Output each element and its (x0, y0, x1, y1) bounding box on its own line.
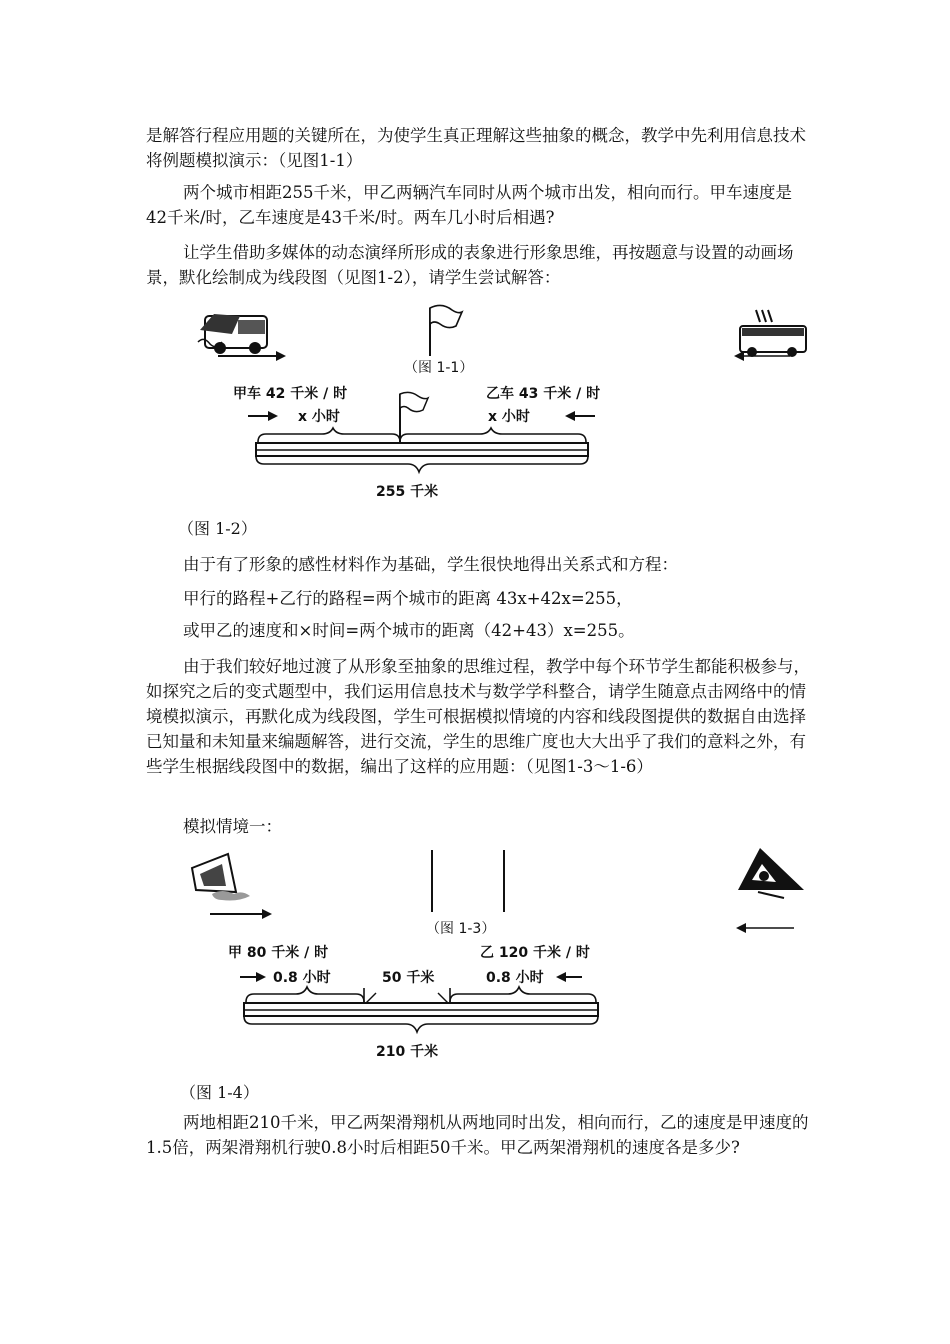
label-time-b: 0.8 小时 (486, 970, 544, 986)
bus-right-icon (734, 310, 806, 361)
paragraph-equation-1: 甲行的路程+乙行的路程=两个城市的距离 43x+42x=255， (183, 589, 633, 608)
paragraph-result: 由于有了形象的感性材料作为基础，学生很快地得出关系式和方程： (183, 555, 678, 574)
label-time-left: x 小时 (298, 409, 340, 425)
figure-caption-1-3: （图 1-3） (426, 921, 496, 937)
paragraph-scenario-title: 模拟情境一： (183, 817, 282, 836)
label-total-distance-2: 210 千米 (376, 1044, 439, 1060)
car-left-icon (198, 314, 286, 361)
flag-icon (430, 305, 462, 356)
label-car-a-speed: 甲车 42 千米 / 时 (233, 386, 348, 402)
paragraph-problem-1: 两个城市相距255千米，甲乙两辆汽车同时从两个城市出发，相向而行。甲车速度是42千米/时，乙车速度是43千米/时。两车几小时后相遇? (146, 183, 792, 227)
figure-caption-1-4: （图 1-4） (180, 1083, 259, 1102)
glider-left-icon (192, 854, 272, 919)
paragraph-equation-2: 或甲乙的速度和×时间=两个城市的距离（42+43）x=255。 (183, 621, 635, 640)
paragraph-method: 让学生借助多媒体的动态演绎所形成的表象进行形象思维，再按题意与设置的动画场景，默化绘制成为线段图（见图1-2），请学生尝试解答： (146, 243, 794, 287)
paragraph-intro: 是解答行程应用题的关键所在，为使学生真正理解这些抽象的概念，教学中先利用信息技术将例题模拟演示：（见图1-1） (146, 126, 806, 170)
label-car-b-speed: 乙车 43 千米 / 时 (486, 386, 601, 402)
label-time-a: 0.8 小时 (273, 970, 331, 986)
label-gap-distance: 50 千米 (382, 970, 435, 986)
label-glider-b-speed: 乙 120 千米 / 时 (480, 945, 590, 961)
figure-1-3-and-1-4 (0, 840, 950, 1075)
figure-caption-1-1: （图 1-1） (404, 360, 474, 376)
label-total-distance: 255 千米 (376, 484, 439, 500)
glider-right-icon (736, 848, 804, 933)
label-glider-a-speed: 甲 80 千米 / 时 (228, 945, 329, 961)
figure-caption-1-2: （图 1-2） (178, 519, 257, 538)
paragraph-discussion: 由于我们较好地过渡了从形象至抽象的思维过程，教学中每个环节学生都能积极参与，如探究之后的变式题型中，我们运用信息技术与数学学科整合，请学生随意点击网络中的情境模拟演示，再默化成为线段图，学生可根据模拟情境的内容和线段图提供的数据自由选择已知量和未知量来编题解答，进行交流，学生的思维广度也大大出乎了我们的意料之外，有些学生根据线段图中的数据，编出了这样的应用题：（见图1-3～1-6） (146, 657, 810, 776)
figure-1-1-and-1-2 (0, 300, 950, 510)
label-time-right: x 小时 (488, 409, 530, 425)
paragraph-problem-2: 两地相距210千米，甲乙两架滑翔机从两地同时出发，相向而行，乙的速度是甲速度的1.5倍，两架滑翔机行驶0.8小时后相距50千米。甲乙两架滑翔机的速度各是多少? (146, 1113, 809, 1157)
